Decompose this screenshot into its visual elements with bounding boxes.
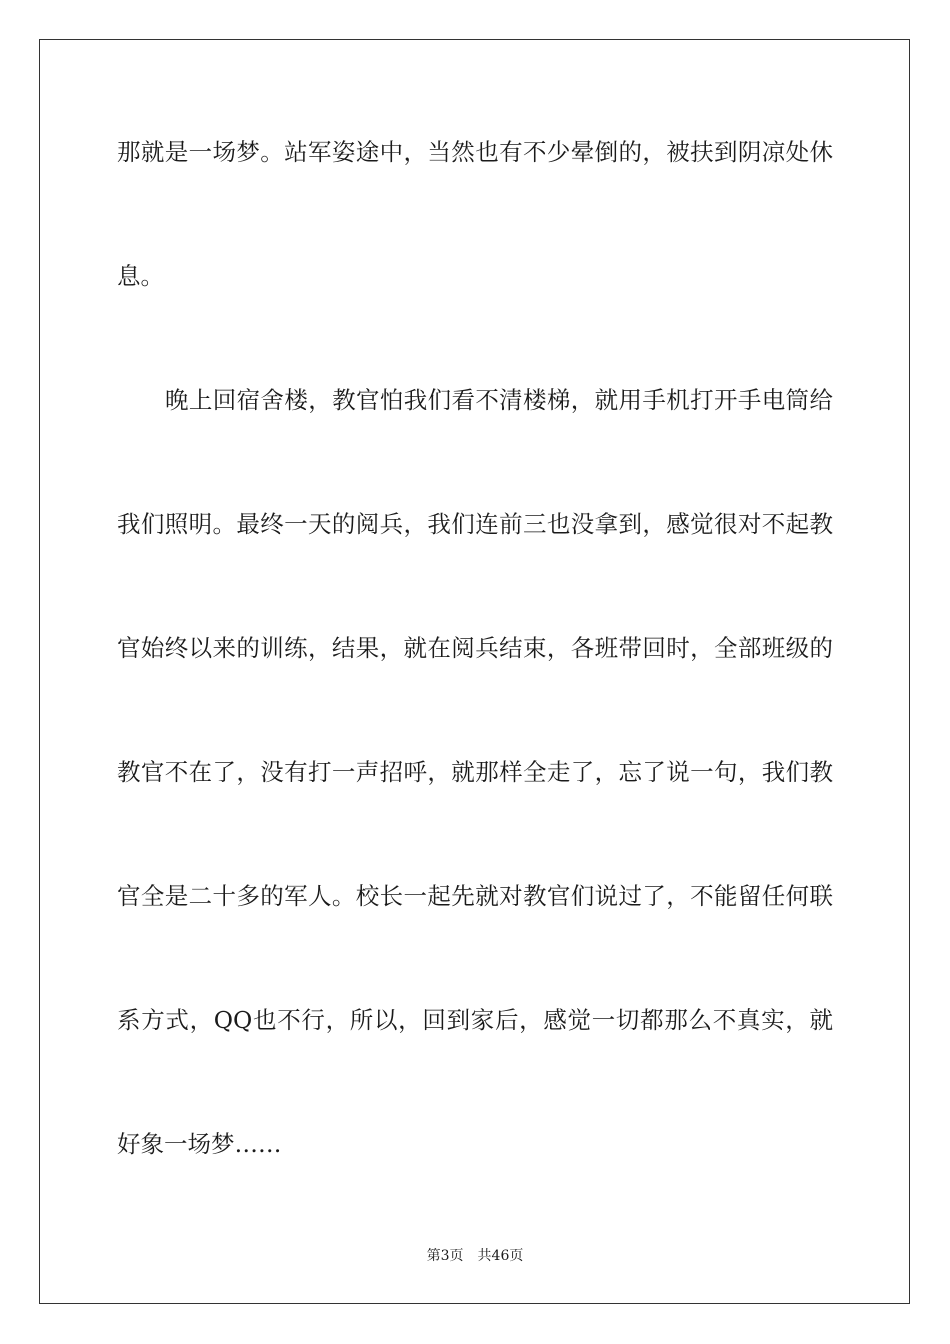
paragraph-line: 好象一场梦…… (117, 1130, 282, 1158)
paragraph-line: 教官不在了，没有打一声招呼，就那样全走了，忘了说一句，我们教 (117, 758, 833, 786)
page-number-footer: 第3页 共46页 (426, 1248, 524, 1264)
paragraph-line: 那就是一场梦。站军姿途中，当然也有不少晕倒的，被扶到阴凉处休 (117, 138, 833, 166)
paragraph-line: 系方式，QQ也不行，所以，回到家后，感觉一切都那么不真实，就 (117, 1006, 833, 1034)
page-border (39, 39, 910, 1304)
paragraph-line: 息。 (117, 262, 164, 290)
paragraph-line: 晚上回宿舍楼，教官怕我们看不清楼梯，就用手机打开手电筒给 (165, 386, 833, 414)
paragraph-line: 我们照明。最终一天的阅兵，我们连前三也没拿到，感觉很对不起教 (117, 510, 833, 538)
paragraph-line: 官全是二十多的军人。校长一起先就对教官们说过了，不能留任何联 (117, 882, 833, 910)
paragraph-line: 官始终以来的训练，结果，就在阅兵结束，各班带回时，全部班级的 (117, 634, 833, 662)
